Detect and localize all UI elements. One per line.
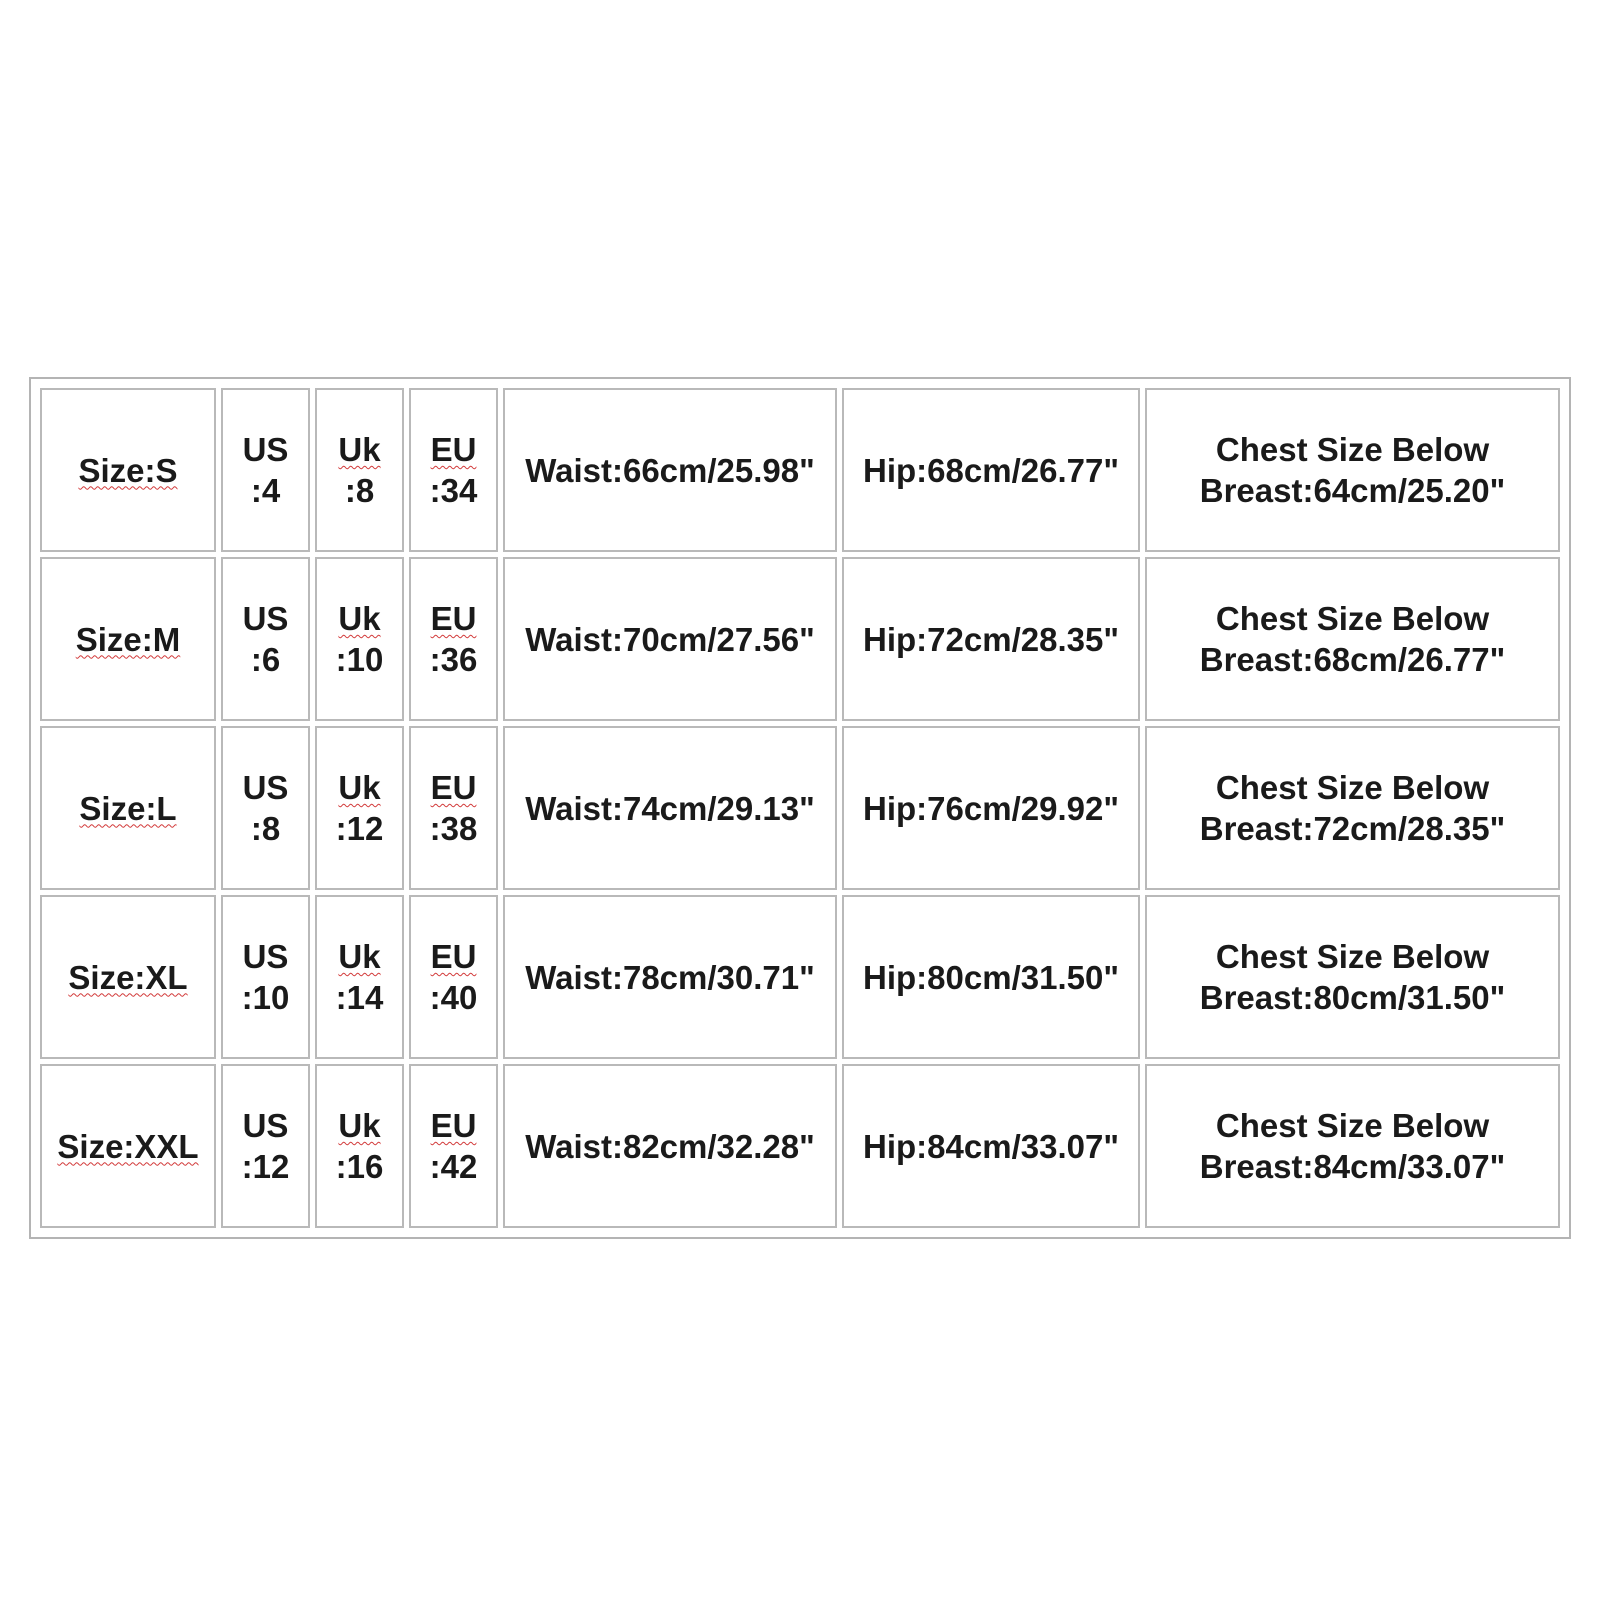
us-cell <box>221 726 310 890</box>
hip-cell: Hip:80cm/31.50" <box>842 895 1140 1059</box>
size-chart-table <box>35 383 1565 1233</box>
eu-cell <box>409 895 498 1059</box>
eu-value: :34 <box>429 472 478 509</box>
chest-label: Chest Size Below <box>1215 600 1490 637</box>
uk-cell <box>315 557 404 721</box>
chest-value: Breast:68cm/26.77" <box>1199 641 1506 678</box>
eu-value: :42 <box>429 1148 478 1185</box>
chest-label: Chest Size Below <box>1215 1107 1490 1144</box>
eu-value: :36 <box>429 641 478 678</box>
size-row-xl <box>40 895 1560 1059</box>
eu-label: EU <box>430 938 477 975</box>
uk-value: :10 <box>335 641 384 678</box>
us-value: :4 <box>250 472 281 509</box>
size-chart <box>29 377 1571 1239</box>
eu-label: EU <box>430 769 477 806</box>
eu-label: EU <box>430 1107 477 1144</box>
size-cell <box>40 388 216 552</box>
hip-cell: Hip:72cm/28.35" <box>842 557 1140 721</box>
us-cell <box>221 388 310 552</box>
chest-value: Breast:72cm/28.35" <box>1199 810 1506 847</box>
us-label: US <box>242 600 289 637</box>
chest-label: Chest Size Below <box>1215 938 1490 975</box>
uk-cell <box>315 1064 404 1228</box>
chest-cell <box>1145 557 1560 721</box>
us-value: :10 <box>241 979 290 1016</box>
size-cell <box>40 895 216 1059</box>
uk-label: Uk <box>338 938 381 975</box>
hip-cell: Hip:84cm/33.07" <box>842 1064 1140 1228</box>
hip-cell: Hip:76cm/29.92" <box>842 726 1140 890</box>
eu-label: EU <box>430 600 477 637</box>
eu-label: EU <box>430 431 477 468</box>
us-value: :12 <box>241 1148 290 1185</box>
size-row-l <box>40 726 1560 890</box>
chest-value: Breast:64cm/25.20" <box>1199 472 1506 509</box>
uk-value: :14 <box>335 979 384 1016</box>
size-label: Size:XXL <box>57 1127 199 1165</box>
eu-value: :40 <box>429 979 478 1016</box>
size-row-xxl <box>40 1064 1560 1228</box>
chest-cell <box>1145 1064 1560 1228</box>
waist-cell: Waist:82cm/32.28" <box>503 1064 837 1228</box>
chest-cell <box>1145 895 1560 1059</box>
eu-cell <box>409 726 498 890</box>
us-cell <box>221 557 310 721</box>
chest-cell <box>1145 388 1560 552</box>
us-label: US <box>242 769 289 806</box>
uk-label: Uk <box>338 769 381 806</box>
uk-cell <box>315 895 404 1059</box>
eu-cell <box>409 388 498 552</box>
size-label: Size:S <box>78 451 178 489</box>
size-label: Size:L <box>79 789 177 827</box>
size-label: Size:M <box>75 620 181 658</box>
uk-cell <box>315 726 404 890</box>
waist-cell: Waist:78cm/30.71" <box>503 895 837 1059</box>
us-label: US <box>242 1107 289 1144</box>
size-cell <box>40 557 216 721</box>
size-row-s <box>40 388 1560 552</box>
waist-cell: Waist:66cm/25.98" <box>503 388 837 552</box>
size-cell <box>40 726 216 890</box>
us-label: US <box>242 431 289 468</box>
chest-cell <box>1145 726 1560 890</box>
us-cell <box>221 895 310 1059</box>
us-label: US <box>242 938 289 975</box>
size-row-m <box>40 557 1560 721</box>
us-cell <box>221 1064 310 1228</box>
uk-label: Uk <box>338 600 381 637</box>
chest-label: Chest Size Below <box>1215 431 1490 468</box>
uk-cell <box>315 388 404 552</box>
eu-cell <box>409 1064 498 1228</box>
eu-value: :38 <box>429 810 478 847</box>
size-label: Size:XL <box>68 958 188 996</box>
uk-value: :8 <box>344 472 375 509</box>
waist-cell: Waist:74cm/29.13" <box>503 726 837 890</box>
us-value: :6 <box>250 641 281 678</box>
uk-label: Uk <box>338 1107 381 1144</box>
chest-value: Breast:80cm/31.50" <box>1199 979 1506 1016</box>
chest-value: Breast:84cm/33.07" <box>1199 1148 1506 1185</box>
uk-value: :12 <box>335 810 384 847</box>
waist-cell: Waist:70cm/27.56" <box>503 557 837 721</box>
uk-label: Uk <box>338 431 381 468</box>
uk-value: :16 <box>335 1148 384 1185</box>
us-value: :8 <box>250 810 281 847</box>
hip-cell: Hip:68cm/26.77" <box>842 388 1140 552</box>
size-cell <box>40 1064 216 1228</box>
eu-cell <box>409 557 498 721</box>
chest-label: Chest Size Below <box>1215 769 1490 806</box>
